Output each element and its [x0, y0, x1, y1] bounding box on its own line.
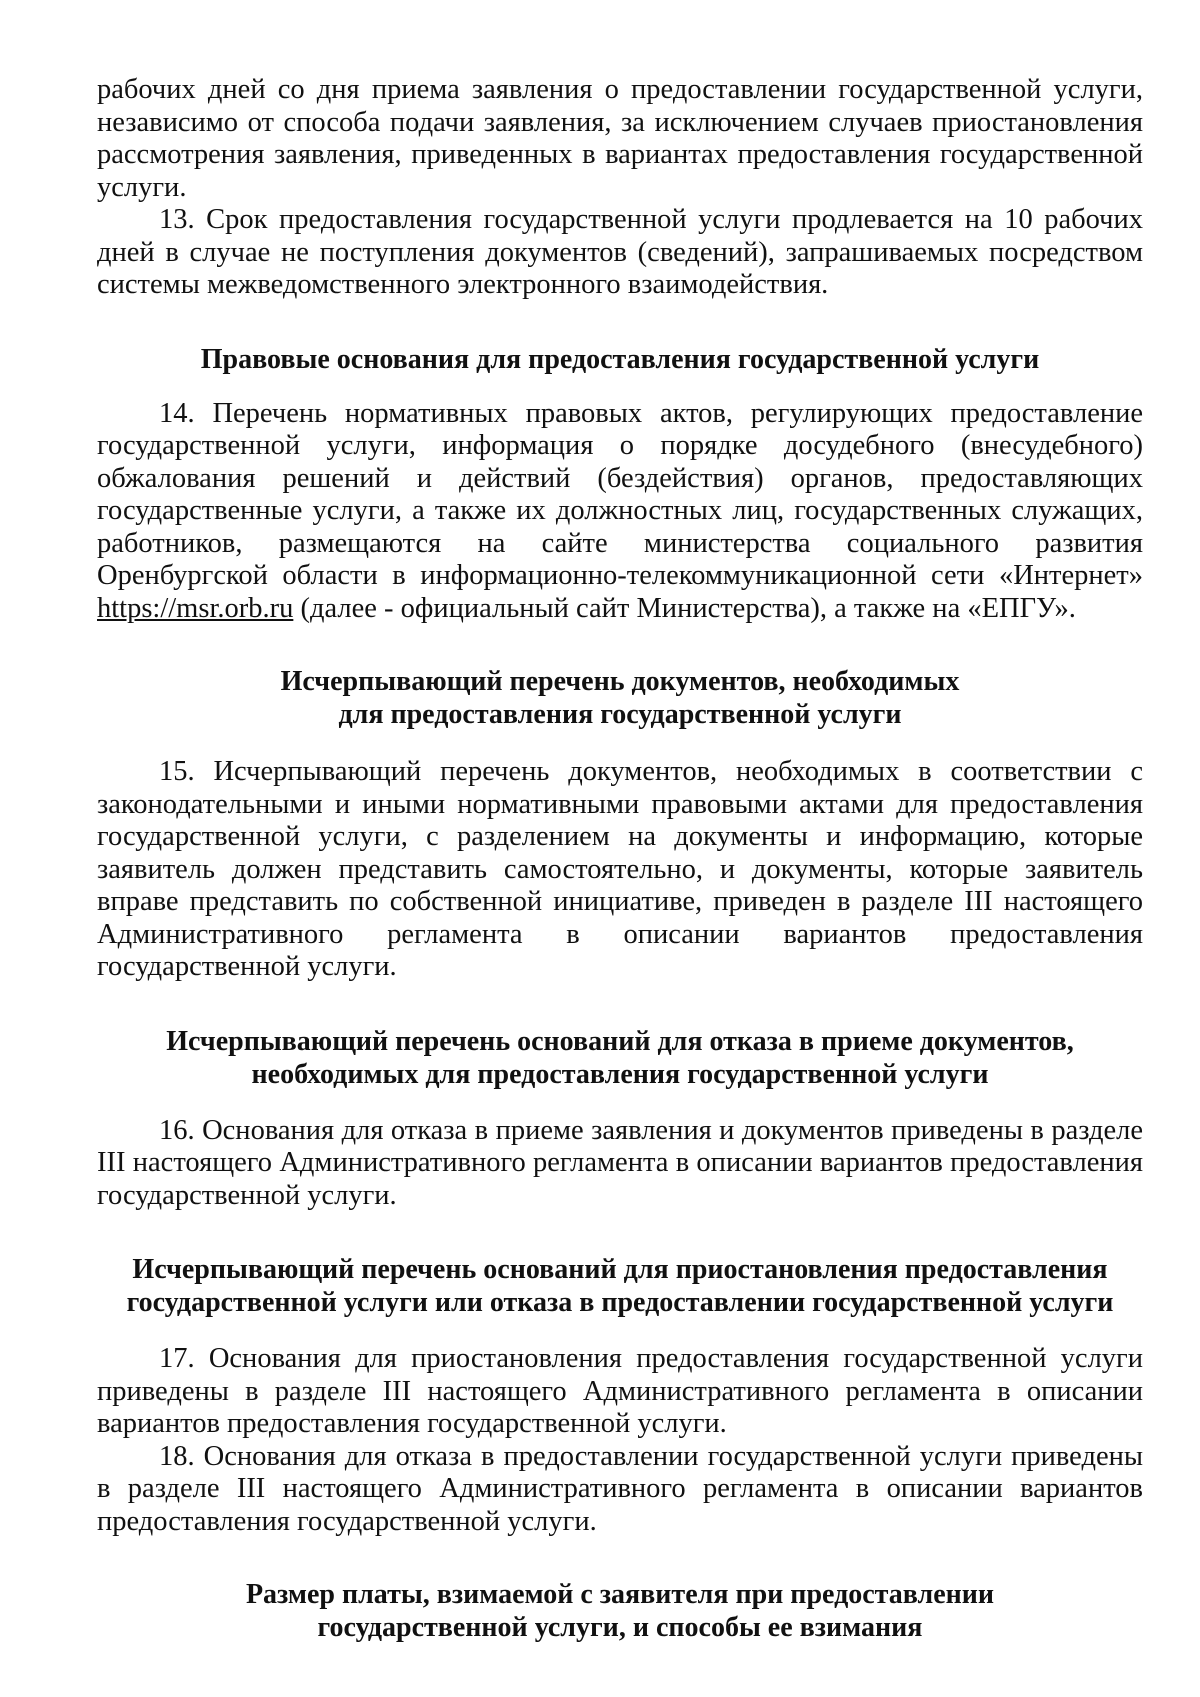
heading-suspension-refusal-line-1: Исчерпывающий перечень оснований для приостановления предоставления	[132, 1254, 1108, 1285]
paragraph-14-text: 14. Перечень нормативных правовых актов, регулирующих предоставление государственной услуги, информация о порядке досудебного (внесудебного) обжалования решений и действий (бездействия) органов, предоставляющих государственные услуги, а также их должностных лиц, государственных служащих, работников, размещаются на сайте министерства социального развития Оренбургской области в информационно-телекоммуникационной сети «Интернет»	[97, 397, 1143, 591]
heading-refusal-acceptance-line-2: необходимых для предоставления государственной услуги	[251, 1058, 989, 1090]
paragraph-15: 15. Исчерпывающий перечень документов, необходимых в соответствии с законодательными и иными нормативными правовыми актами для предоставления государственной услуги, с разделением на документы и информацию, которые заявитель должен представить самостоятельно, и документы, которые заявитель вправе представить по собственной инициативе, приведен в разделе III настоящего Административного регламента в описании вариантов предоставления государственной услуги.	[97, 756, 1143, 982]
heading-refusal-acceptance	[97, 1025, 1143, 1091]
paragraph-16: 16. Основания для отказа в приеме заявления и документов приведены в разделе III настоящего Административного регламента в описании вариантов предоставления государственной услуги.	[97, 1114, 1143, 1211]
document-page	[97, 74, 1143, 1644]
heading-document-list-line-2: для предоставления государственной услуги	[338, 699, 902, 730]
heading-document-list-line-1: Исчерпывающий перечень документов, необходимых	[280, 666, 960, 697]
paragraph-14-tail: (далее - официальный сайт Министерства), а также на «ЕПГУ».	[293, 592, 1076, 624]
heading-refusal-acceptance-line-1: Исчерпывающий перечень оснований для отказа в приеме документов,	[166, 1025, 1074, 1057]
paragraph-17: 17. Основания для приостановления предоставления государственной услуги приведены в разделе III настоящего Административного регламента в описании вариантов предоставления государственной услуги.	[97, 1343, 1143, 1439]
heading-suspension-refusal-line-2: государственной услуги или отказа в предоставлении государственной услуги	[126, 1287, 1114, 1318]
heading-suspension-refusal	[97, 1253, 1143, 1319]
paragraph-18: 18. Основания для отказа в предоставлении государственной услуги приведены в разделе III настоящего Административного регламента в описании вариантов предоставления государственной услуги.	[97, 1440, 1143, 1537]
heading-document-list	[97, 665, 1143, 731]
ministry-website-link[interactable]: https://msr.orb.ru	[97, 592, 294, 624]
heading-fee	[97, 1578, 1143, 1644]
paragraph-12-continuation: рабочих дней со дня приема заявления о предоставлении государственной услуги, независимо от способа подачи заявления, за исключением случаев приостановления рассмотрения заявления, приведенных в вариантах предоставления государственной услуги.	[97, 74, 1143, 203]
paragraph-14	[97, 398, 1143, 626]
heading-fee-line-1: Размер платы, взимаемой с заявителя при предоставлении	[245, 1579, 995, 1610]
heading-fee-line-2: государственной услуги, и способы ее взимания	[317, 1612, 923, 1643]
paragraph-13: 13. Срок предоставления государственной услуги продлевается на 10 рабочих дней в случае не поступления документов (сведений), запрашиваемых посредством системы межведомственного электронного взаимодействия.	[97, 204, 1143, 300]
heading-legal-grounds: Правовые основания для предоставления государственной услуги	[200, 343, 1040, 375]
